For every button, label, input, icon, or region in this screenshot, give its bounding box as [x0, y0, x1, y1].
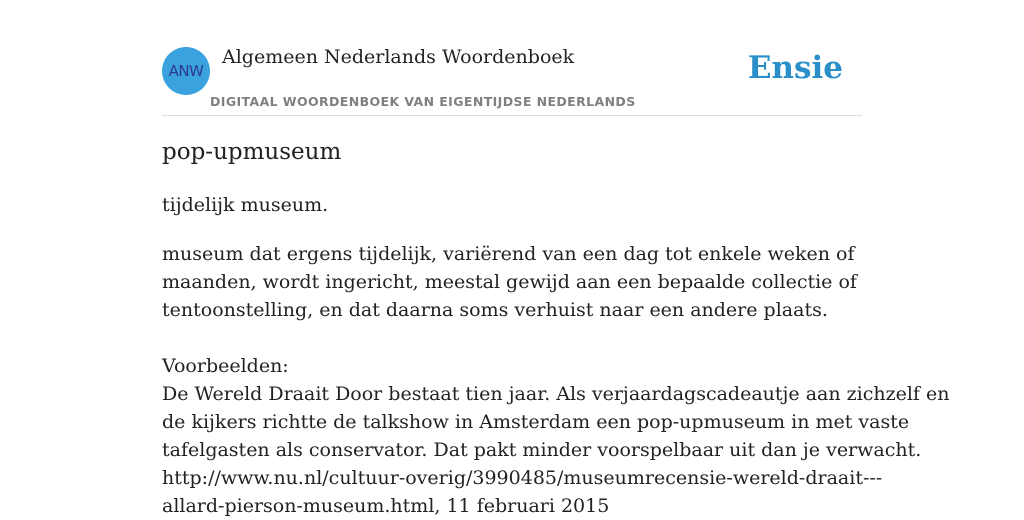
header-divider — [162, 115, 862, 116]
short-definition: tijdelijk museum. — [162, 194, 329, 216]
examples-section — [162, 352, 950, 520]
examples-heading: Voorbeelden: — [162, 355, 289, 377]
definition-line: tentoonstelling, en dat daarna soms verhuist naar een andere plaats. — [162, 299, 828, 321]
ensie-brand-logo[interactable]: Ensie — [747, 50, 843, 86]
definition-line: maanden, wordt ingericht, meestal gewijd aan een bepaalde collectie of — [162, 271, 857, 293]
site-title[interactable]: Algemeen Nederlands Woordenboek — [222, 46, 575, 68]
long-definition — [162, 240, 862, 324]
example-source-date: allard-pierson-museum.html, 11 februari 2015 — [162, 495, 610, 517]
example-line: De Wereld Draait Door bestaat tien jaar. Als verjaardagscadeautje aan zichzelf en — [162, 383, 950, 405]
example-line: tafelgasten als conservator. Dat pakt minder voorspelbaar uit dan je verwacht. — [162, 439, 922, 461]
example-line: de kijkers richtte de talkshow in Amsterdam een pop-upmuseum in met vaste — [162, 411, 910, 433]
anw-logo[interactable]: ANW — [162, 47, 210, 95]
site-subtitle: DIGITAAL WOORDENBOEK VAN EIGENTIJDSE NEDERLANDS — [210, 94, 636, 109]
definition-line: museum dat ergens tijdelijk, variërend van een dag tot enkele weken of — [162, 243, 855, 265]
example-source-url: http://www.nu.nl/cultuur-overig/3990485/museumrecensie-wereld-draait--- — [162, 467, 883, 489]
entry-term: pop-upmuseum — [162, 139, 342, 165]
